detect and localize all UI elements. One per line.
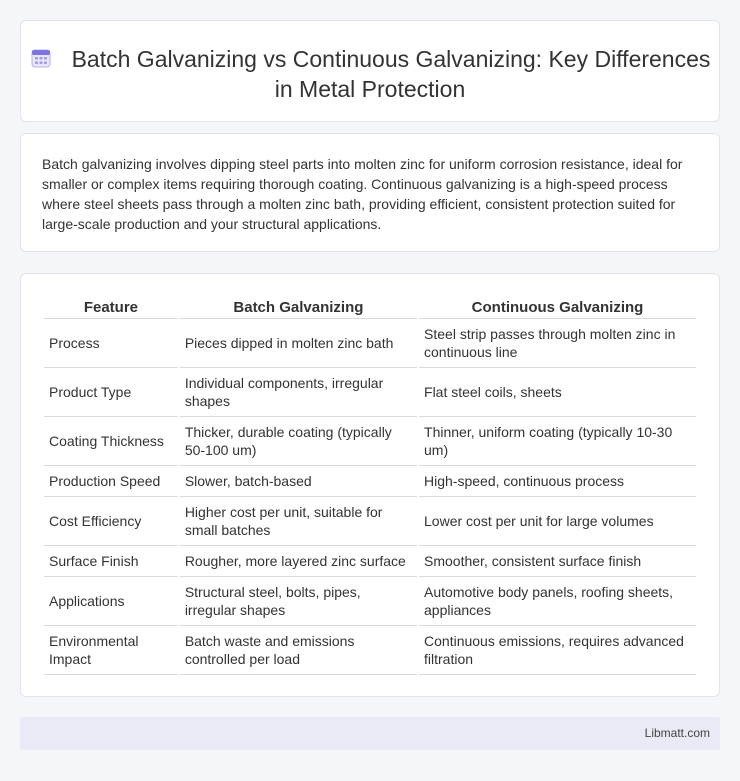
cell-batch: Batch waste and emissions controlled per load (180, 626, 417, 675)
cell-batch: Rougher, more layered zinc surface (180, 546, 417, 577)
footer-bar (20, 717, 720, 750)
table-row (44, 417, 696, 466)
header-feature: Feature (44, 295, 178, 319)
cell-batch: Pieces dipped in molten zinc bath (180, 319, 417, 368)
cell-continuous: Steel strip passes through molten zinc in continuous line (419, 319, 696, 368)
title-card (20, 20, 720, 122)
cell-continuous: Flat steel coils, sheets (419, 368, 696, 417)
cell-feature: Process (44, 319, 178, 368)
comparison-card (20, 273, 720, 697)
cell-batch: Slower, batch-based (180, 466, 417, 497)
table-row (44, 546, 696, 577)
cell-feature: Production Speed (44, 466, 178, 497)
table-row (44, 368, 696, 417)
cell-feature: Coating Thickness (44, 417, 178, 466)
comparison-table (42, 295, 698, 675)
cell-continuous: Continuous emissions, requires advanced filtration (419, 626, 696, 675)
cell-feature: Environmental Impact (44, 626, 178, 675)
page-title-wrap (21, 44, 719, 104)
page-title: Batch Galvanizing vs Continuous Galvanizing: Key Differences in Metal Protection (71, 46, 711, 102)
cell-batch: Higher cost per unit, suitable for small batches (180, 497, 417, 546)
cell-feature: Product Type (44, 368, 178, 417)
cell-feature: Surface Finish (44, 546, 178, 577)
intro-paragraph: Batch galvanizing involves dipping steel parts into molten zinc for uniform corrosion resistance, ideal for smaller or complex items requiring thorough coating. Continuous galvanizing is a high-speed process where steel sheets pass through a molten zinc bath, providing efficient, consistent protection suited for large-scale production and your structural applications. (42, 156, 683, 232)
cell-batch: Thicker, durable coating (typically 50-100 um) (180, 417, 417, 466)
table-header-row (44, 295, 696, 319)
table-row (44, 319, 696, 368)
cell-batch: Individual components, irregular shapes (180, 368, 417, 417)
cell-continuous: Thinner, uniform coating (typically 10-30 um) (419, 417, 696, 466)
cell-continuous: Lower cost per unit for large volumes (419, 497, 696, 546)
table-row (44, 577, 696, 626)
footer-brand[interactable]: Libmatt.com (644, 726, 710, 740)
table-row (44, 497, 696, 546)
cell-continuous: Smoother, consistent surface finish (419, 546, 696, 577)
cell-batch: Structural steel, bolts, pipes, irregular shapes (180, 577, 417, 626)
header-continuous: Continuous Galvanizing (419, 295, 696, 319)
cell-feature: Cost Efficiency (44, 497, 178, 546)
header-batch: Batch Galvanizing (180, 295, 417, 319)
calendar-icon (30, 47, 52, 69)
cell-continuous: Automotive body panels, roofing sheets, appliances (419, 577, 696, 626)
cell-feature: Applications (44, 577, 178, 626)
table-row (44, 626, 696, 675)
cell-continuous: High-speed, continuous process (419, 466, 696, 497)
table-row (44, 466, 696, 497)
intro-card (20, 133, 720, 252)
